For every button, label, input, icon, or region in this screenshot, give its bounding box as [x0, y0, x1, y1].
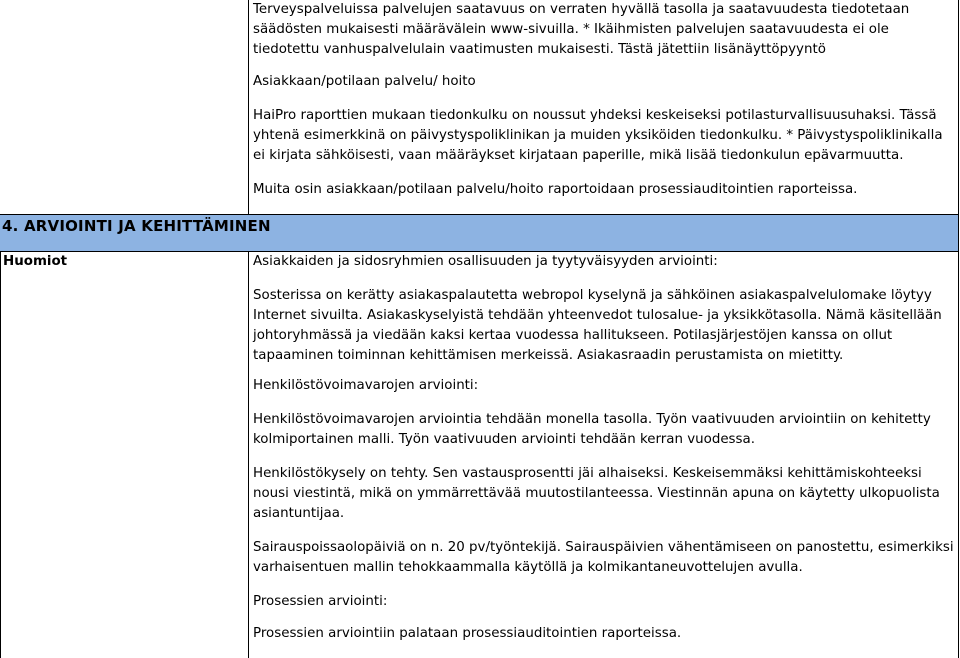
section-title: 4. ARVIOINTI JA KEHITTÄMINEN — [2, 217, 271, 235]
paragraph-asiakkaan-palvelu-heading: Asiakkaan/potilaan palvelu/ hoito — [253, 74, 476, 89]
paragraph-sairauspoissaolo: Sairauspoissaolopäiviä on n. 20 pv/työntekijä. Sairauspäivien vähentämiseen on panostettu, esimerkiksi varhaisentuen mallin tehokkaammalla käytöllä ja kolmikantaneuvottelujen avulla. — [253, 540, 954, 575]
paragraph-vaativuus: Henkilöstövoimavarojen arviointia tehdään monella tasolla. Työn vaativuuden arviointiin on kehitetty kolmiportainen malli. Työn vaativuuden arviointi tehdään kerran vuodessa. — [253, 412, 931, 447]
paragraph-osallisuus-heading: Asiakkaiden ja sidosryhmien osallisuuden ja tyytyväisyyden arviointi: — [253, 254, 718, 269]
paragraph-henkilostokysely: Henkilöstökysely on tehty. Sen vastausprosentti jäi alhaiseksi. Keskeisemmäksi kehittämiskohteeksi nousi viestintä, mikä on ymmärrettävää muutostilanteessa. Viestinnän apuna on käytetty ulkopuolista asiantuntijaa. — [253, 466, 940, 521]
paragraph-prosessien-arviointi: Prosessien arviointiin palataan prosessiauditointien raporteissa. — [253, 626, 682, 641]
column-divider-lower — [248, 252, 249, 658]
paragraph-henkilosto-heading: Henkilöstövoimavarojen arviointi: — [253, 378, 479, 393]
paragraph-muita-osin: Muita osin asiakkaan/potilaan palvelu/hoito raportoidaan prosessiauditointien raporteissa. — [253, 182, 858, 197]
row-label-huomiot: Huomiot — [3, 254, 68, 269]
table-left-border — [0, 252, 1, 658]
column-divider-upper — [248, 0, 249, 214]
table-right-border — [958, 0, 959, 658]
paragraph-asiakaspalaute: Sosterissa on kerätty asiakaspalautetta webropol kyselynä ja sähköinen asiakaspalvelulomake löytyy Internet sivuilta. Asiakaskyselyistä tehdään yhteenvedot tulosalue- ja yksikkötasolla. Nämä käsitellään johtoryhmässä ja viedään kaksi kertaa vuodessa hallitukseen. Potilasjärjestöjen kanssa on ollut tapaaminen toiminnan kehittämisen merkeissä. Asiakasraadin perustamista on mietitty. — [253, 288, 942, 363]
paragraph-haipro: HaiPro raporttien mukaan tiedonkulku on noussut yhdeksi keskeiseksi potilasturvallisuusuhaksi. Tässä yhtenä esimerkkinä on päivystyspoliklinikan ja muiden yksiköiden tiedonkulku. * Päivystyspoliklinikalla ei kirjata sähköisesti, vaan määräykset kirjataan paperille, mikä lisää tiedonkulun epävarmuutta. — [253, 108, 943, 163]
paragraph-prosessit-heading: Prosessien arviointi: — [253, 594, 388, 609]
paragraph-saatavuus: Terveyspalveluissa palvelujen saatavuus on verraten hyvällä tasolla ja saatavuudesta tiedotetaan säädösten mukaisesti määrävälein www-sivuilla. * Ikäihmisten palvelujen saatavuudesta ei ole tiedotettu vanhuspalvelulain vaatimusten mukaisesti. Tästä jätettiin lisänäyttöpyyntö — [253, 2, 910, 57]
